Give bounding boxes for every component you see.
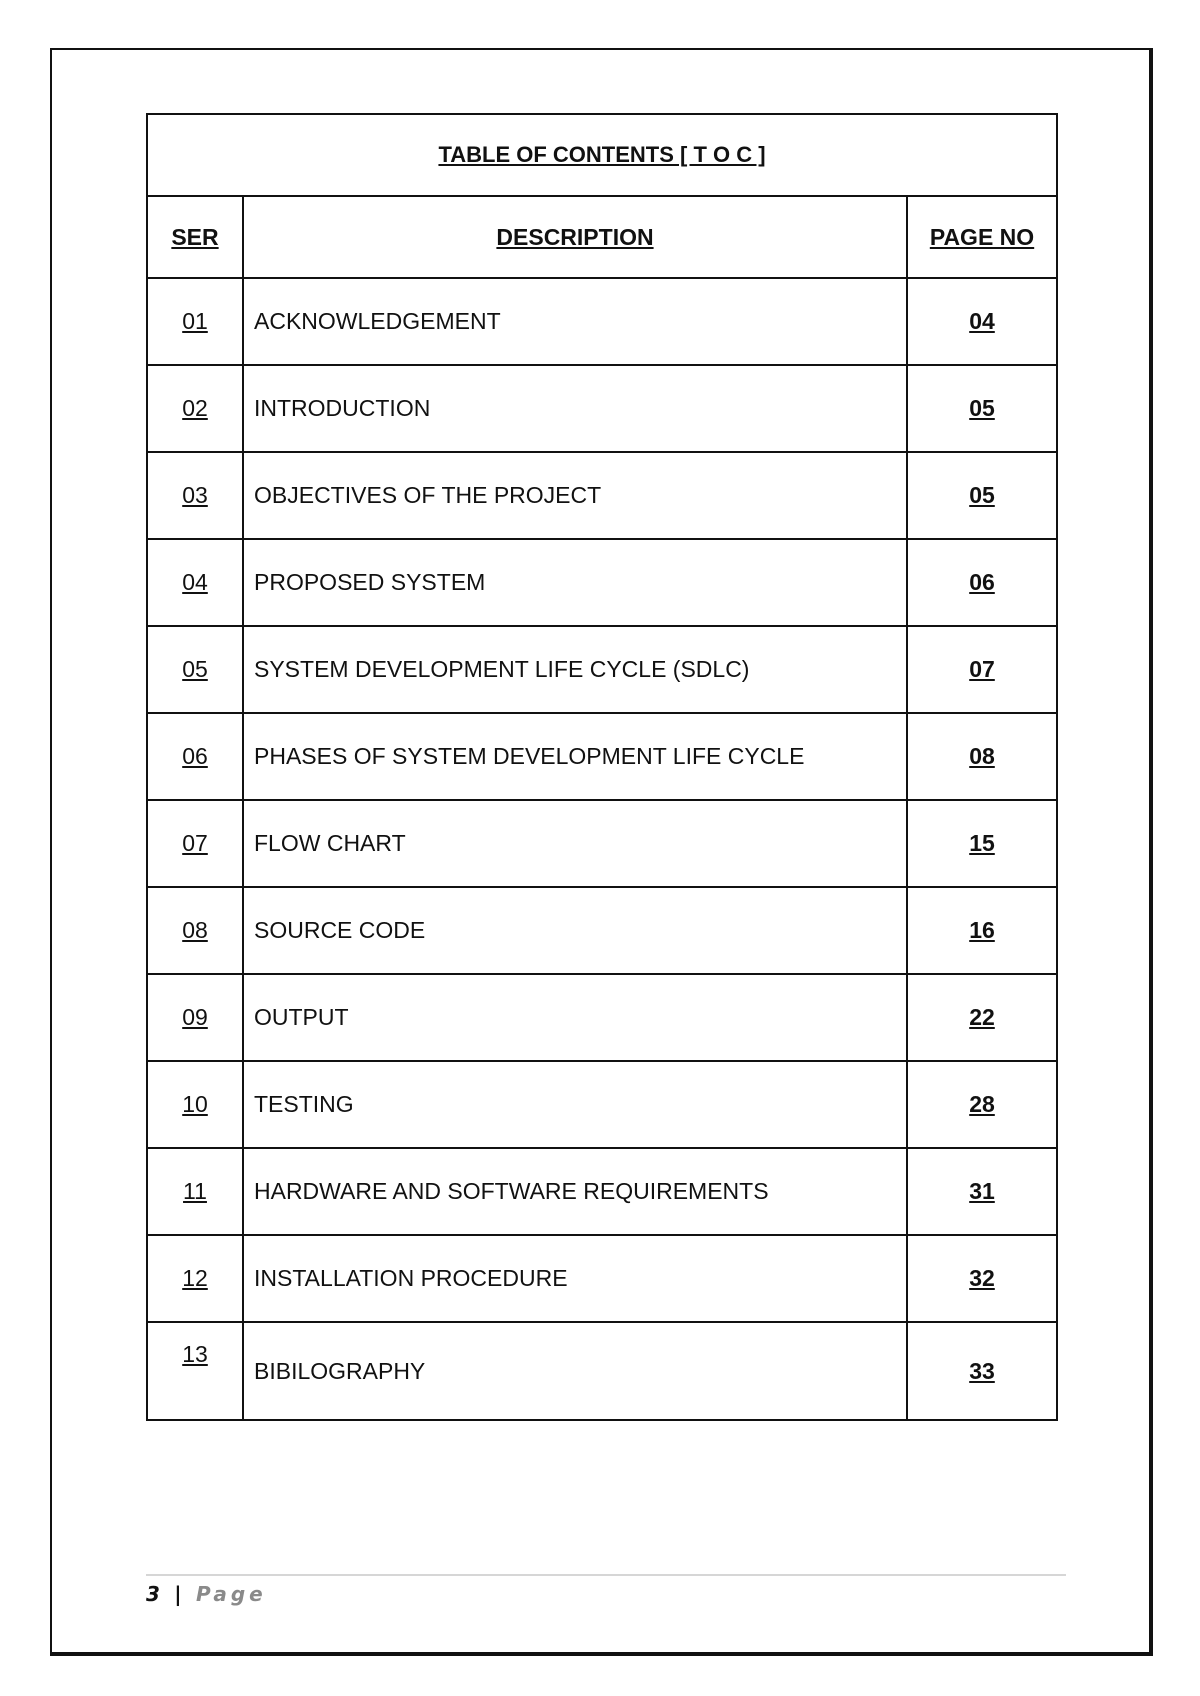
ser-cell: 06 xyxy=(147,713,243,800)
page-no-cell: 04 xyxy=(907,278,1057,365)
toc-table xyxy=(146,113,1058,1421)
page-no-cell: 06 xyxy=(907,539,1057,626)
footer-rule xyxy=(146,1574,1066,1576)
table-row xyxy=(147,1148,1057,1235)
ser-cell: 13 xyxy=(147,1322,243,1420)
table-row xyxy=(147,1235,1057,1322)
ser-cell: 08 xyxy=(147,887,243,974)
description-cell: ACKNOWLEDGEMENT xyxy=(243,278,907,365)
toc-header-row xyxy=(147,196,1057,278)
page-no-cell: 31 xyxy=(907,1148,1057,1235)
description-cell: SYSTEM DEVELOPMENT LIFE CYCLE (SDLC) xyxy=(243,626,907,713)
ser-cell: 02 xyxy=(147,365,243,452)
page-no-cell: 22 xyxy=(907,974,1057,1061)
table-row xyxy=(147,278,1057,365)
ser-cell: 11 xyxy=(147,1148,243,1235)
toc-title: TABLE OF CONTENTS [ T O C ] xyxy=(147,114,1057,196)
description-cell: PHASES OF SYSTEM DEVELOPMENT LIFE CYCLE xyxy=(243,713,907,800)
table-row xyxy=(147,452,1057,539)
description-cell: TESTING xyxy=(243,1061,907,1148)
ser-cell: 10 xyxy=(147,1061,243,1148)
page-no-cell: 08 xyxy=(907,713,1057,800)
description-cell: OBJECTIVES OF THE PROJECT xyxy=(243,452,907,539)
table-row xyxy=(147,974,1057,1061)
page-no-cell: 07 xyxy=(907,626,1057,713)
table-row xyxy=(147,1061,1057,1148)
page-no-cell: 33 xyxy=(907,1322,1057,1420)
page-word: Page xyxy=(195,1582,267,1606)
table-row xyxy=(147,626,1057,713)
ser-cell: 01 xyxy=(147,278,243,365)
page-no-cell: 05 xyxy=(907,365,1057,452)
page-no-cell: 28 xyxy=(907,1061,1057,1148)
page-number: 3 xyxy=(146,1582,164,1606)
description-cell: INTRODUCTION xyxy=(243,365,907,452)
table-row xyxy=(147,887,1057,974)
page-no-cell: 32 xyxy=(907,1235,1057,1322)
header-description: DESCRIPTION xyxy=(243,196,907,278)
ser-cell: 07 xyxy=(147,800,243,887)
table-row xyxy=(147,539,1057,626)
table-row xyxy=(147,365,1057,452)
page-no-cell: 05 xyxy=(907,452,1057,539)
description-cell: BIBILOGRAPHY xyxy=(243,1322,907,1420)
page-footer xyxy=(146,1582,267,1606)
description-cell: INSTALLATION PROCEDURE xyxy=(243,1235,907,1322)
footer-separator: | xyxy=(174,1582,186,1606)
table-row xyxy=(147,713,1057,800)
description-cell: HARDWARE AND SOFTWARE REQUIREMENTS xyxy=(243,1148,907,1235)
ser-cell: 09 xyxy=(147,974,243,1061)
toc-title-row xyxy=(147,114,1057,196)
ser-cell: 03 xyxy=(147,452,243,539)
description-cell: FLOW CHART xyxy=(243,800,907,887)
description-cell: SOURCE CODE xyxy=(243,887,907,974)
ser-cell: 05 xyxy=(147,626,243,713)
header-ser: SER xyxy=(147,196,243,278)
ser-cell: 12 xyxy=(147,1235,243,1322)
ser-cell: 04 xyxy=(147,539,243,626)
table-row xyxy=(147,800,1057,887)
description-cell: PROPOSED SYSTEM xyxy=(243,539,907,626)
page-no-cell: 15 xyxy=(907,800,1057,887)
description-cell: OUTPUT xyxy=(243,974,907,1061)
table-row xyxy=(147,1322,1057,1420)
page-no-cell: 16 xyxy=(907,887,1057,974)
header-page-no: PAGE NO xyxy=(907,196,1057,278)
